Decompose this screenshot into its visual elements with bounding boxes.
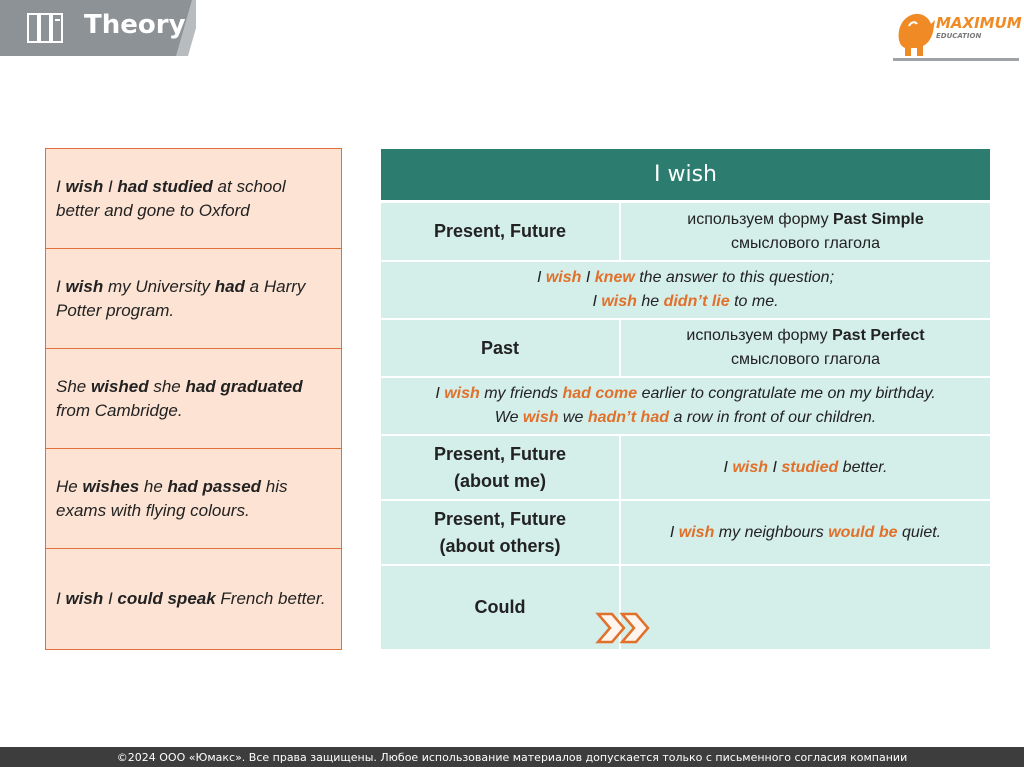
example-sentence bbox=[46, 149, 341, 249]
example-text: his exams with flying colours. bbox=[56, 476, 288, 520]
example-text: quiet. bbox=[897, 523, 942, 541]
table-heading: I wish bbox=[381, 149, 990, 203]
usage-rule bbox=[621, 320, 990, 376]
example-keyword: could speak bbox=[117, 589, 216, 608]
highlight-word: studied bbox=[781, 458, 839, 476]
example-keyword: had graduated bbox=[185, 376, 303, 396]
highlight-word: knew bbox=[594, 269, 635, 286]
highlight-word: wish bbox=[545, 269, 582, 286]
example-text: I bbox=[581, 269, 595, 286]
usage-rule bbox=[621, 566, 990, 649]
example-text: I bbox=[56, 176, 66, 196]
rule-text: смыслового глагола bbox=[731, 351, 880, 368]
example-text: a row in front of our children. bbox=[669, 409, 877, 426]
rule-text: смыслового глагола bbox=[731, 234, 880, 252]
highlight-word: had come bbox=[562, 385, 638, 402]
example-text: my University bbox=[103, 276, 215, 296]
example-keyword: had studied bbox=[117, 176, 213, 196]
highlight-word: wish bbox=[522, 409, 559, 426]
table-row bbox=[381, 566, 990, 649]
usage-label: Present, Future (about me) bbox=[381, 436, 621, 499]
tense-name: Past Simple bbox=[833, 210, 924, 228]
logo-text: MAXIMUM bbox=[936, 14, 1022, 32]
logo-subtext: EDUCATION bbox=[936, 32, 982, 40]
example-text: We bbox=[494, 409, 523, 426]
footer-copyright: ©2024 ООО «Юмакс». Все права защищены. Любое использование материалов допускается только с письменного согласия компании bbox=[0, 747, 1024, 767]
example-text: a Harry Potter program. bbox=[56, 276, 306, 320]
example-text: earlier to congratulate me on my birthday. bbox=[637, 385, 936, 402]
example-block bbox=[381, 262, 990, 318]
highlight-word: didn’t lie bbox=[663, 293, 730, 310]
table-row bbox=[381, 203, 990, 262]
example-text: my friends bbox=[479, 385, 563, 402]
example-keyword: wish bbox=[65, 589, 104, 608]
rule-text: используем форму bbox=[686, 327, 833, 344]
example-text: she bbox=[148, 376, 186, 396]
highlight-word: wish bbox=[444, 385, 480, 402]
example-text: I bbox=[768, 458, 782, 476]
table-row bbox=[381, 501, 990, 566]
example-text: I bbox=[592, 293, 602, 310]
example-text: he bbox=[636, 293, 664, 310]
highlight-word: wish bbox=[678, 523, 715, 541]
example-text: the answer to this question; bbox=[634, 269, 835, 286]
example-text: from Cambridge. bbox=[56, 400, 183, 420]
highlight-word: hadn’t had bbox=[587, 409, 669, 426]
example-keyword: wish bbox=[65, 176, 104, 196]
example-keyword: wish bbox=[65, 276, 104, 296]
usage-rule bbox=[621, 203, 990, 260]
example-text: at school better and gone to Oxford bbox=[56, 176, 286, 220]
table-row bbox=[381, 378, 990, 436]
table-row bbox=[381, 436, 990, 501]
example-keyword: wishes bbox=[82, 476, 140, 496]
double-chevron-right-icon bbox=[594, 610, 654, 646]
example-text: we bbox=[558, 409, 588, 426]
example-text: French better. bbox=[215, 589, 326, 608]
page-title: Theory bbox=[84, 10, 186, 40]
example-text: I bbox=[56, 276, 66, 296]
example-text: I bbox=[56, 589, 66, 608]
example-line bbox=[537, 266, 834, 290]
example-text: I bbox=[435, 385, 445, 402]
example-text: better. bbox=[838, 458, 888, 476]
example-sentence bbox=[46, 349, 341, 449]
highlight-word: wish bbox=[732, 458, 768, 476]
examples-list bbox=[45, 148, 342, 650]
example-text: I bbox=[103, 589, 118, 608]
example-text: She bbox=[56, 376, 91, 396]
example-text: I bbox=[669, 523, 679, 541]
logo-divider bbox=[893, 58, 1019, 61]
usage-label: Could bbox=[381, 566, 621, 649]
example-keyword: had passed bbox=[167, 476, 262, 496]
tense-name: Past Perfect bbox=[832, 327, 925, 344]
example-sentence bbox=[46, 249, 341, 349]
example-text: my neighbours bbox=[714, 523, 829, 541]
example-keyword: wished bbox=[90, 376, 149, 396]
rule-text: используем форму bbox=[687, 210, 834, 228]
book-icon bbox=[26, 10, 66, 46]
highlight-word: would be bbox=[828, 523, 898, 541]
example-line bbox=[592, 290, 778, 314]
i-wish-table bbox=[381, 149, 990, 649]
example-line bbox=[435, 382, 935, 406]
example-text: He bbox=[56, 476, 83, 496]
highlight-word: wish bbox=[601, 293, 637, 310]
example-line bbox=[495, 406, 876, 430]
example-text: he bbox=[139, 476, 168, 496]
usage-label: Past bbox=[381, 320, 621, 376]
example-text: I bbox=[103, 176, 118, 196]
example-text: I bbox=[723, 458, 733, 476]
table-row bbox=[381, 320, 990, 378]
usage-label: Present, Future bbox=[381, 203, 621, 260]
example-keyword: had bbox=[214, 276, 245, 296]
example-text: to me. bbox=[729, 293, 779, 310]
usage-label: Present, Future (about others) bbox=[381, 501, 621, 564]
example-sentence bbox=[46, 449, 341, 549]
example-sentence bbox=[46, 549, 341, 649]
table-row bbox=[381, 262, 990, 320]
usage-rule bbox=[621, 436, 990, 499]
example-block bbox=[381, 378, 990, 434]
usage-rule bbox=[621, 501, 990, 564]
example-text: I bbox=[536, 269, 546, 286]
